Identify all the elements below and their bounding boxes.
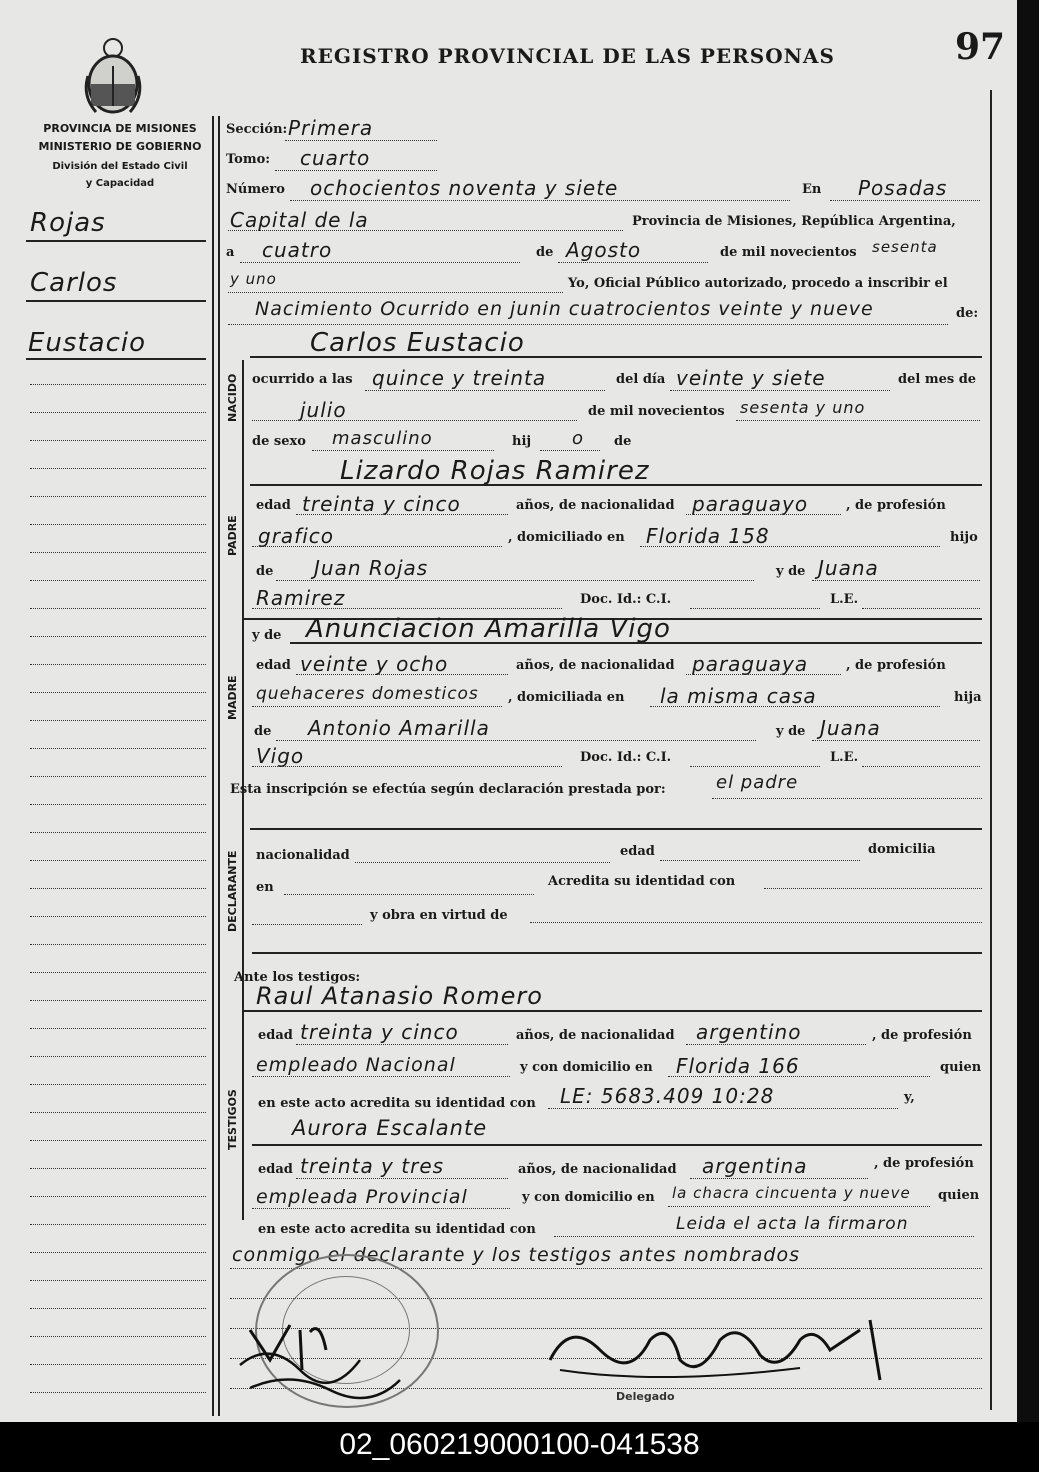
value-en: Posadas <box>858 176 948 200</box>
margin-dotted-line <box>30 1252 206 1253</box>
label-quien-t2: quien <box>938 1188 980 1203</box>
field-line <box>540 450 600 451</box>
field-line <box>250 356 982 358</box>
label-de-mil-nov: de mil novecientos <box>588 404 725 419</box>
field-line <box>296 674 508 675</box>
margin-rule <box>212 116 214 1416</box>
margin-line <box>26 240 206 242</box>
value-anio-nac: sesenta y uno <box>740 398 866 417</box>
margin-dotted-line <box>30 1392 206 1393</box>
value-madre-nac: paraguaya <box>692 652 809 676</box>
value-abuelo-m: Antonio Amarilla <box>308 716 490 740</box>
value-abuela-m2: Vigo <box>256 744 305 768</box>
right-rule <box>990 90 992 1410</box>
field-line <box>660 860 860 861</box>
label-nac-madre: años, de nacionalidad <box>516 658 675 673</box>
margin-dotted-line <box>30 1196 206 1197</box>
field-line <box>548 1108 898 1109</box>
label-acredita: Acredita su identidad con <box>548 874 736 889</box>
side-madre: MADRE <box>226 675 239 720</box>
label-nac-t1: años, de nacionalidad <box>516 1028 675 1043</box>
label-yo-oficial: Yo, Oficial Público autorizado, procedo a inscribir el <box>568 276 948 291</box>
value-madre-dom: la misma casa <box>660 684 817 708</box>
margin-dotted-line <box>30 496 206 497</box>
label-nac-padre: años, de nacionalidad <box>516 498 675 513</box>
margin-dotted-line <box>30 972 206 973</box>
field-line <box>252 766 562 767</box>
margin-dotted-line <box>30 552 206 553</box>
label-domicilia: domicilia <box>868 842 936 857</box>
coat-of-arms-icon <box>82 36 144 116</box>
field-line <box>686 514 841 515</box>
label-acredita-t2: en este acto acredita su identidad con <box>258 1222 536 1237</box>
value-t2-dom: la chacra cincuenta y nueve <box>672 1184 911 1202</box>
label-y-obra: y obra en virtud de <box>370 908 508 923</box>
label-de2: de <box>614 434 632 449</box>
field-line <box>830 200 980 201</box>
margin-dotted-line <box>30 776 206 777</box>
label-del-mes: del mes de <box>898 372 977 387</box>
field-line <box>690 766 820 767</box>
margin-dotted-line <box>30 636 206 637</box>
value-declarante: el padre <box>716 772 799 793</box>
label-y-de-madre: y de <box>252 628 282 643</box>
value-numero: ochocientos noventa y siete <box>310 176 619 200</box>
value-sexo: masculino <box>332 428 433 449</box>
value-t1-prof: empleado Nacional <box>256 1054 456 1076</box>
label-en-decl: en <box>256 880 274 895</box>
value-dia-nac: veinte y siete <box>676 366 826 390</box>
value-madre-prof: quehaceres domesticos <box>256 684 479 704</box>
margin-line <box>26 300 206 302</box>
label-y-de-m: y de <box>776 724 806 739</box>
scan-edge <box>1017 0 1039 1422</box>
margin-dotted-line <box>30 832 206 833</box>
value-padre-nac: paraguayo <box>692 492 809 516</box>
margin-dotted-line <box>30 916 206 917</box>
value-testigo1: Raul Atanasio Romero <box>256 982 543 1010</box>
field-line <box>252 706 502 707</box>
margin-dotted-line <box>30 1308 206 1309</box>
field-line <box>284 894 534 895</box>
field-line <box>285 140 437 141</box>
margin-dotted-line <box>30 944 206 945</box>
label-prof-madre: , de profesión <box>846 658 946 673</box>
field-line <box>650 706 940 707</box>
value-abuela-m: Juana <box>820 716 881 740</box>
field-line <box>252 420 577 421</box>
value-t1-nac: argentino <box>696 1020 802 1044</box>
field-line <box>276 740 756 741</box>
value-mes: Agosto <box>566 238 642 262</box>
margin-dotted-line <box>30 804 206 805</box>
field-line <box>736 420 980 421</box>
label-a: a <box>226 245 235 260</box>
value-tomo: cuarto <box>300 146 371 170</box>
value-anio2: y uno <box>230 270 277 288</box>
value-nombre: Carlos Eustacio <box>310 328 525 358</box>
field-line <box>250 828 982 830</box>
ministry-label: MINISTERIO DE GOBIERNO <box>38 140 202 153</box>
field-line <box>228 230 623 231</box>
margin-dotted-line <box>30 440 206 441</box>
field-line <box>554 1236 974 1237</box>
margin-dotted-line <box>30 608 206 609</box>
field-line <box>862 766 980 767</box>
field-line <box>296 514 508 515</box>
margin-dotted-line <box>30 1336 206 1337</box>
division-label: División del Estado Civil <box>52 161 188 172</box>
margin-dotted-line <box>30 1168 206 1169</box>
margin-dotted-line <box>30 1280 206 1281</box>
label-de-madres: de <box>254 724 272 739</box>
label-y-de: y de <box>776 564 806 579</box>
value-t2-nac: argentina <box>702 1154 808 1178</box>
value-cierre: conmigo el declarante y los testigos antes nombrados <box>232 1244 800 1266</box>
label-le: L.E. <box>830 592 859 607</box>
margin-dotted-line <box>30 580 206 581</box>
margin-surname: Rojas <box>30 208 106 238</box>
document-title: REGISTRO PROVINCIAL DE LAS PERSONAS <box>300 44 835 68</box>
value-padre: Lizardo Rojas Ramirez <box>340 456 650 486</box>
value-t1-doc: LE: 5683.409 10:28 <box>560 1084 775 1108</box>
field-line <box>240 262 520 263</box>
label-quien-t1: quien <box>940 1060 982 1075</box>
field-line <box>812 580 980 581</box>
value-anio: sesenta <box>872 238 938 256</box>
label-edad-madre: edad <box>256 658 291 673</box>
label-le-m: L.E. <box>830 750 859 765</box>
value-madre: Anunciacion Amarilla Vigo <box>306 614 671 644</box>
margin-dotted-line <box>30 748 206 749</box>
side-nacido: NACIDO <box>226 373 239 422</box>
label-numero: Número <box>226 182 285 197</box>
side-declarante: DECLARANTE <box>226 850 239 932</box>
value-padre-dom: Florida 158 <box>646 524 770 548</box>
label-ante-testigos: Ante los testigos: <box>234 970 361 985</box>
label-en: En <box>802 182 822 197</box>
field-line <box>862 608 980 609</box>
field-line <box>252 1144 982 1146</box>
field-line <box>252 924 362 925</box>
capacity-label: y Capacidad <box>85 178 155 189</box>
margin-dotted-line <box>30 1000 206 1001</box>
field-line <box>670 390 890 391</box>
label-dom-t2: y con domicilio en <box>522 1190 655 1205</box>
province-label: PROVINCIA DE MISIONES <box>43 122 197 135</box>
field-line <box>296 1178 508 1179</box>
side-padre: PADRE <box>226 515 239 556</box>
field-line <box>252 952 982 954</box>
field-line <box>252 546 502 547</box>
field-line <box>228 324 948 325</box>
label-hija: hija <box>954 690 982 705</box>
value-hora: quince y treinta <box>372 366 547 390</box>
label-provincia: Provincia de Misiones, República Argentina, <box>632 214 956 229</box>
field-line <box>690 608 820 609</box>
label-prof-t1: , de profesión <box>872 1028 972 1043</box>
side-testigos: TESTIGOS <box>226 1089 239 1150</box>
field-line <box>686 1044 866 1045</box>
official-signature-icon <box>540 1300 900 1390</box>
value-padre-prof: grafico <box>258 524 335 548</box>
label-dom-madre: , domiciliada en <box>508 690 625 705</box>
label-seccion: Sección: <box>226 122 288 137</box>
value-madre-edad: veinte y ocho <box>300 652 449 676</box>
label-edad-padre: edad <box>256 498 291 513</box>
value-abuela-p2: Ramirez <box>256 586 346 610</box>
margin-dotted-line <box>30 1112 206 1113</box>
field-line <box>668 1206 930 1207</box>
field-line <box>250 484 982 486</box>
label-doc-id-m: Doc. Id.: C.I. <box>580 750 672 765</box>
field-line <box>276 580 754 581</box>
label-de: de <box>536 245 554 260</box>
page-number: 97 <box>955 26 1006 68</box>
label-doc-id: Doc. Id.: C.I. <box>580 592 672 607</box>
label-dom-t1: y con domicilio en <box>520 1060 653 1075</box>
label-mil-nov: de mil novecientos <box>720 245 857 260</box>
margin-second-name: Eustacio <box>28 328 147 358</box>
value-t1-edad: treinta y cinco <box>300 1020 459 1044</box>
field-line <box>312 450 494 451</box>
field-line <box>690 1178 868 1179</box>
label-edad-decl: edad <box>620 844 655 859</box>
margin-dotted-line <box>30 888 206 889</box>
field-line <box>252 1076 510 1077</box>
field-line <box>228 292 563 293</box>
label-nacionalidad: nacionalidad <box>256 848 350 863</box>
field-line <box>252 1208 510 1209</box>
field-line <box>252 608 562 609</box>
field-line <box>365 390 605 391</box>
label-edad-t1: edad <box>258 1028 293 1043</box>
witness-signatures-icon <box>230 1310 410 1400</box>
label-acredita-t1: en este acto acredita su identidad con <box>258 1096 536 1111</box>
label-de-colon: de: <box>956 306 979 321</box>
label-hijo: hijo <box>950 530 978 545</box>
label-edad-t2: edad <box>258 1162 293 1177</box>
margin-dotted-line <box>30 1364 206 1365</box>
margin-dotted-line <box>30 860 206 861</box>
field-line <box>764 888 982 889</box>
field-line <box>640 546 940 547</box>
margin-dotted-line <box>30 1140 206 1141</box>
margin-dotted-line <box>30 664 206 665</box>
margin-dotted-line <box>30 1028 206 1029</box>
value-nacimiento: Nacimiento Ocurrido en junin cuatrocientos veinte y nueve <box>255 298 874 320</box>
value-t2-doc: Leida el acta la firmaron <box>676 1214 909 1234</box>
field-line <box>290 642 982 644</box>
label-ocurrido: ocurrido a las <box>252 372 353 387</box>
label-esta-inscripcion: Esta inscripción se efectúa según declaración prestada por: <box>230 782 666 797</box>
value-t1-dom: Florida 166 <box>676 1054 800 1078</box>
field-line <box>712 798 982 799</box>
margin-dotted-line <box>30 524 206 525</box>
label-hij: hij <box>512 434 532 449</box>
margin-first-name: Carlos <box>30 268 118 298</box>
label-y-comma: y, <box>904 1090 915 1105</box>
field-line <box>275 170 437 171</box>
value-seccion: Primera <box>288 116 374 140</box>
value-dia: cuatro <box>262 238 333 262</box>
label-del-dia: del día <box>616 372 666 387</box>
value-testigo2: Aurora Escalante <box>292 1116 488 1140</box>
margin-dotted-line <box>30 384 206 385</box>
margin-dotted-line <box>30 1056 206 1057</box>
field-line <box>355 862 610 863</box>
label-prof-padre: , de profesión <box>846 498 946 513</box>
field-line <box>530 922 982 923</box>
label-de-padres: de <box>256 564 274 579</box>
value-abuelo-p: Juan Rojas <box>314 556 429 580</box>
value-hij: o <box>572 428 585 449</box>
label-nac-t2: años, de nacionalidad <box>518 1162 677 1177</box>
field-line <box>242 1010 982 1012</box>
value-padre-edad: treinta y cinco <box>302 492 461 516</box>
label-dom-padre: , domiciliado en <box>508 530 625 545</box>
margin-dotted-line <box>30 1084 206 1085</box>
field-line <box>290 200 790 201</box>
official-title: Delegado <box>616 1390 675 1403</box>
margin-dotted-line <box>30 1224 206 1225</box>
field-line <box>558 262 708 263</box>
field-line <box>296 1044 508 1045</box>
margin-line <box>26 358 206 360</box>
margin-rule-inner <box>218 116 220 1416</box>
value-capital: Capital de la <box>230 208 369 232</box>
margin-dotted-line <box>30 468 206 469</box>
label-de-sexo: de sexo <box>252 434 306 449</box>
margin-dotted-line <box>30 692 206 693</box>
field-line <box>812 740 980 741</box>
margin-dotted-line <box>30 720 206 721</box>
label-prof-t2: , de profesión <box>874 1156 974 1171</box>
value-t2-prof: empleada Provincial <box>256 1186 468 1208</box>
value-t2-edad: treinta y tres <box>300 1154 445 1178</box>
field-line <box>668 1076 930 1077</box>
margin-dotted-line <box>30 412 206 413</box>
scan-id-footer: 02_060219000100-041538 <box>0 1422 1039 1472</box>
field-line <box>686 674 841 675</box>
value-abuela-p: Juana <box>818 556 879 580</box>
value-mes-nac: julio <box>300 398 347 422</box>
label-tomo: Tomo: <box>226 152 271 167</box>
